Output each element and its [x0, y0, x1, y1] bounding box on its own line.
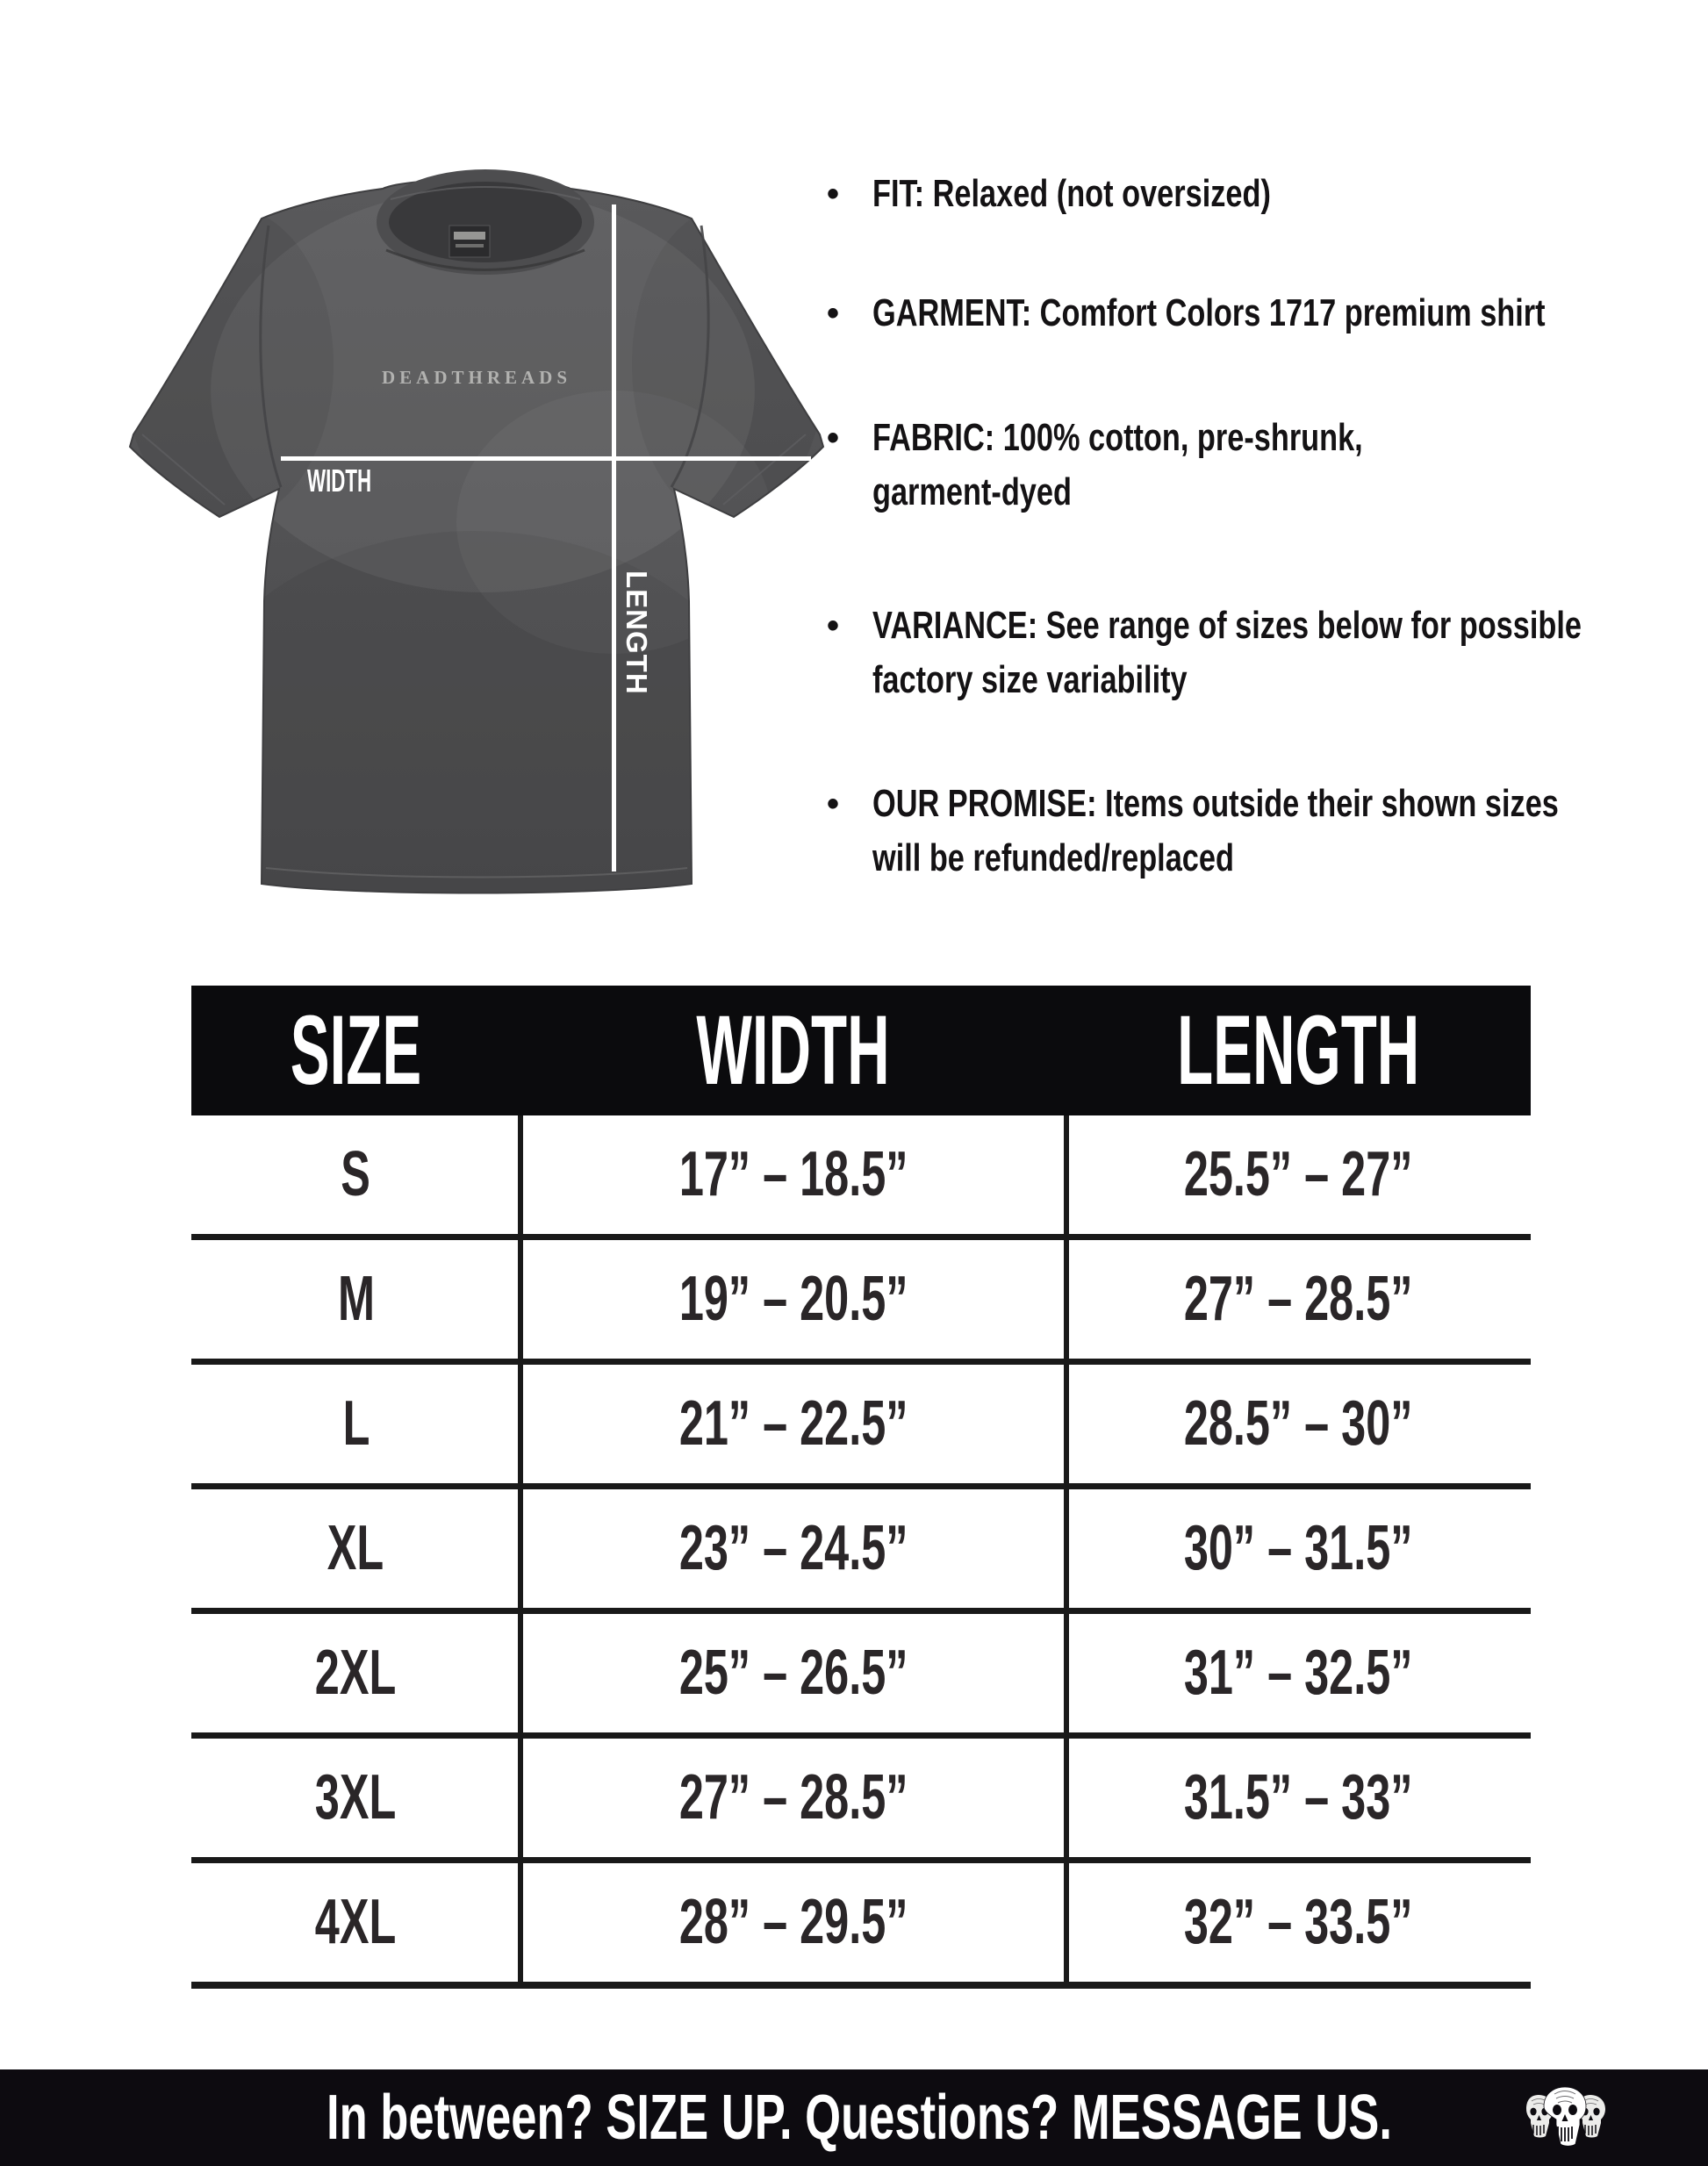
bullet-marker: •: [827, 785, 840, 823]
product-details-list: [827, 167, 1696, 886]
bullet-item-fit: [827, 167, 1696, 221]
bullet-text: FABRIC: 100% cotton, pre-shrunk,: [872, 416, 1363, 459]
cell-size: S: [341, 1139, 371, 1209]
cell-size: M: [337, 1264, 375, 1334]
table-row-s: [191, 1115, 1531, 1240]
cell-size: 3XL: [315, 1762, 397, 1832]
bullet-marker: •: [827, 175, 840, 213]
bullet-text: GARMENT: Comfort Colors 1717 premium shirt: [872, 291, 1546, 334]
header-length: LENGTH: [1177, 995, 1420, 1105]
cell-width: 23” – 24.5”: [678, 1513, 908, 1583]
width-line-label: WIDTH: [307, 463, 372, 498]
footer-bar: [0, 2069, 1708, 2166]
bullet-marker: •: [827, 606, 840, 645]
length-measure-line: [612, 204, 616, 871]
cell-width: 19” – 20.5”: [678, 1264, 908, 1334]
column-divider: [1064, 1115, 1069, 1982]
bullet-text: VARIANCE: See range of sizes below for possible: [872, 604, 1582, 647]
column-divider: [518, 1115, 523, 1982]
bullet-text: garment-dyed: [872, 470, 1072, 513]
cell-length: 27” – 28.5”: [1184, 1264, 1413, 1334]
width-measure-line: [281, 456, 811, 461]
bullet-text: FIT: Relaxed (not oversized): [872, 172, 1271, 215]
table-row-4xl: [191, 1863, 1531, 1982]
table-row-2xl: [191, 1614, 1531, 1739]
cell-length: 31” – 32.5”: [1184, 1638, 1413, 1708]
cell-length: 30” – 31.5”: [1184, 1513, 1413, 1583]
cell-size: 2XL: [315, 1638, 397, 1708]
length-line-label: LENGTH: [621, 570, 653, 695]
shirt-brand-print: DEADTHREADS: [381, 367, 572, 388]
cell-length: 25.5” – 27”: [1184, 1139, 1413, 1209]
cell-width: 27” – 28.5”: [678, 1762, 908, 1832]
cell-length: 32” – 33.5”: [1184, 1887, 1413, 1957]
bullet-item-garment: [827, 286, 1696, 341]
cell-width: 25” – 26.5”: [678, 1638, 908, 1708]
bullet-item-fabric: [827, 411, 1696, 520]
cell-size: 4XL: [315, 1887, 397, 1957]
cell-width: 28” – 29.5”: [678, 1887, 908, 1957]
table-row-l: [191, 1365, 1531, 1489]
bullet-item-variance: [827, 599, 1696, 707]
table-row-xl: [191, 1489, 1531, 1614]
footer-message: In between? SIZE UP. Questions? MESSAGE US.: [327, 2083, 1392, 2153]
bullet-item-promise: [827, 777, 1696, 886]
size-table-header: [191, 986, 1531, 1115]
cell-width: 17” – 18.5”: [678, 1139, 908, 1209]
header-size: SIZE: [290, 995, 422, 1105]
cell-size: L: [342, 1388, 370, 1459]
size-table: [191, 986, 1531, 1989]
tshirt-image: [123, 145, 825, 900]
table-row-m: [191, 1240, 1531, 1365]
skulls-icon: [1521, 2087, 1609, 2148]
bullet-marker: •: [827, 294, 840, 333]
cell-length: 28.5” – 30”: [1184, 1388, 1413, 1459]
cell-size: XL: [327, 1513, 384, 1583]
bullet-marker: •: [827, 419, 840, 457]
table-row-3xl: [191, 1739, 1531, 1863]
cell-width: 21” – 22.5”: [678, 1388, 908, 1459]
bullet-text: OUR PROMISE: Items outside their shown sizes: [872, 782, 1559, 825]
neck-tag: [449, 226, 490, 257]
cell-length: 31.5” – 33”: [1184, 1762, 1413, 1832]
bullet-text: factory size variability: [872, 658, 1188, 701]
size-table-body: [191, 1115, 1531, 1989]
header-width: WIDTH: [696, 995, 891, 1105]
bullet-text: will be refunded/replaced: [872, 836, 1234, 879]
